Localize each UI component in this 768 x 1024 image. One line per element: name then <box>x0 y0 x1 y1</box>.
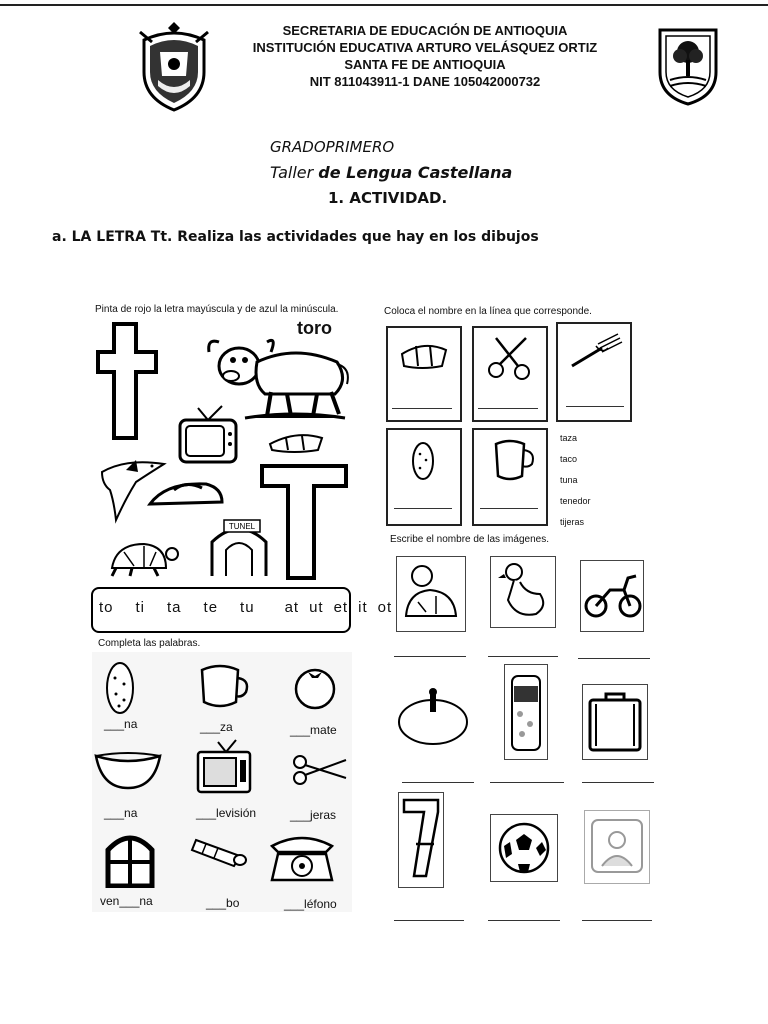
workshop-prefix: Taller <box>270 163 319 182</box>
workshop-subject: de Lengua Castellana <box>318 163 513 182</box>
answer-line[interactable] <box>490 782 564 783</box>
wrap-icon <box>266 430 326 454</box>
instruction-complete: Completa las palabras. <box>98 638 201 649</box>
iron-icon <box>146 476 226 512</box>
syllable: at <box>284 599 300 616</box>
answer-line[interactable] <box>578 658 650 659</box>
fork-icon <box>568 332 624 372</box>
word-blank: ___jeras <box>290 808 337 822</box>
word-option: tuna <box>560 475 578 485</box>
wrap-icon <box>398 336 450 376</box>
syllable: tu <box>240 599 255 616</box>
television-icon <box>178 404 240 466</box>
syllable: ut <box>309 599 324 616</box>
answer-line[interactable] <box>478 408 538 409</box>
answer-line[interactable] <box>394 508 452 509</box>
briefcase-icon <box>586 690 644 756</box>
turtle-icon <box>104 538 180 578</box>
instruction-name-line: Coloca el nombre en la línea que corresponde. <box>384 306 592 317</box>
header-line: NIT 811043911-1 DANE 105042000732 <box>309 74 541 89</box>
toro-label: toro <box>297 318 332 338</box>
scissors-small-icon <box>290 754 350 786</box>
top-rule <box>0 4 768 6</box>
syllable: ti <box>135 599 146 616</box>
syllable: et <box>333 599 349 616</box>
soccer-ball-icon <box>498 820 550 876</box>
syllables-box <box>91 587 393 633</box>
tomato-icon <box>292 664 338 710</box>
word-blank: ___na <box>104 717 138 731</box>
answer-line[interactable] <box>582 920 652 921</box>
answer-line[interactable] <box>480 508 538 509</box>
tuna-fruit-icon <box>104 660 136 716</box>
word-blank: ___mate <box>290 723 337 737</box>
answer-line[interactable] <box>488 656 558 657</box>
canoe-icon <box>92 748 164 792</box>
tube-icon <box>190 834 250 868</box>
cup-icon <box>196 662 252 710</box>
spinning-top-icon <box>396 686 470 748</box>
item-a-instruction: a. LA LETRA Tt. Realiza las actividades que hay en los dibujos <box>52 229 539 245</box>
cup-icon <box>490 438 538 482</box>
television-small-icon <box>196 738 254 796</box>
answer-line[interactable] <box>394 920 464 921</box>
syllable: it <box>358 599 368 616</box>
tuna-fruit-icon <box>408 440 438 482</box>
soda-can-icon <box>508 670 544 754</box>
word-option: tijeras <box>560 517 585 527</box>
motorcycle-icon <box>584 568 642 624</box>
syllable: to <box>99 599 114 616</box>
turtle-drawing-icon <box>400 562 462 626</box>
municipal-crest-icon <box>654 24 722 106</box>
header-line: INSTITUCIÓN EDUCATIVA ARTURO VELÁSQUEZ ORTIZ <box>252 40 598 55</box>
instruction-write: Escribe el nombre de las imágenes. <box>390 534 549 545</box>
word-option: tenedor <box>560 496 591 506</box>
workshop-title <box>270 163 512 182</box>
header-line: SECRETARIA DE EDUCACIÓN DE ANTIOQUIA <box>282 23 568 38</box>
instruction-paint: Pinta de rojo la letra mayúscula y de azul la minúscula. <box>95 304 339 315</box>
answer-line[interactable] <box>392 408 452 409</box>
tunnel-icon <box>204 516 274 578</box>
activity-heading: 1. ACTIVIDAD. <box>328 189 448 207</box>
syllable: te <box>203 599 219 616</box>
word-option: taza <box>560 433 578 443</box>
word-blank: ___léfono <box>284 897 337 911</box>
header-line: SANTA FE DE ANTIOQUIA <box>344 57 506 72</box>
word-blank: ___bo <box>206 896 240 910</box>
grade-label: GRADOPRIMERO <box>270 138 395 156</box>
institution-header <box>200 22 650 90</box>
number-seven-icon <box>400 796 442 884</box>
scissors-icon <box>486 334 536 380</box>
syllable: ta <box>167 599 182 616</box>
telephone-icon <box>266 832 338 884</box>
answer-line[interactable] <box>566 406 624 407</box>
word-blank: ___za <box>200 720 233 734</box>
answer-line[interactable] <box>582 782 654 783</box>
uppercase-t-icon <box>96 322 160 442</box>
word-option: taco <box>560 454 578 464</box>
tunnel-sign-text: TUNEL <box>228 522 256 531</box>
syllable: ot <box>377 599 393 616</box>
tv-presenter-icon <box>588 816 646 878</box>
word-list <box>560 428 591 533</box>
answer-line[interactable] <box>394 656 466 657</box>
word-blank: ___na <box>104 806 138 820</box>
word-blank: ___levisión <box>196 806 257 820</box>
duck-icon <box>496 560 550 624</box>
answer-line[interactable] <box>402 782 474 783</box>
word-blank: ven___na <box>100 894 153 908</box>
answer-line[interactable] <box>488 920 560 921</box>
window-icon <box>104 830 156 888</box>
